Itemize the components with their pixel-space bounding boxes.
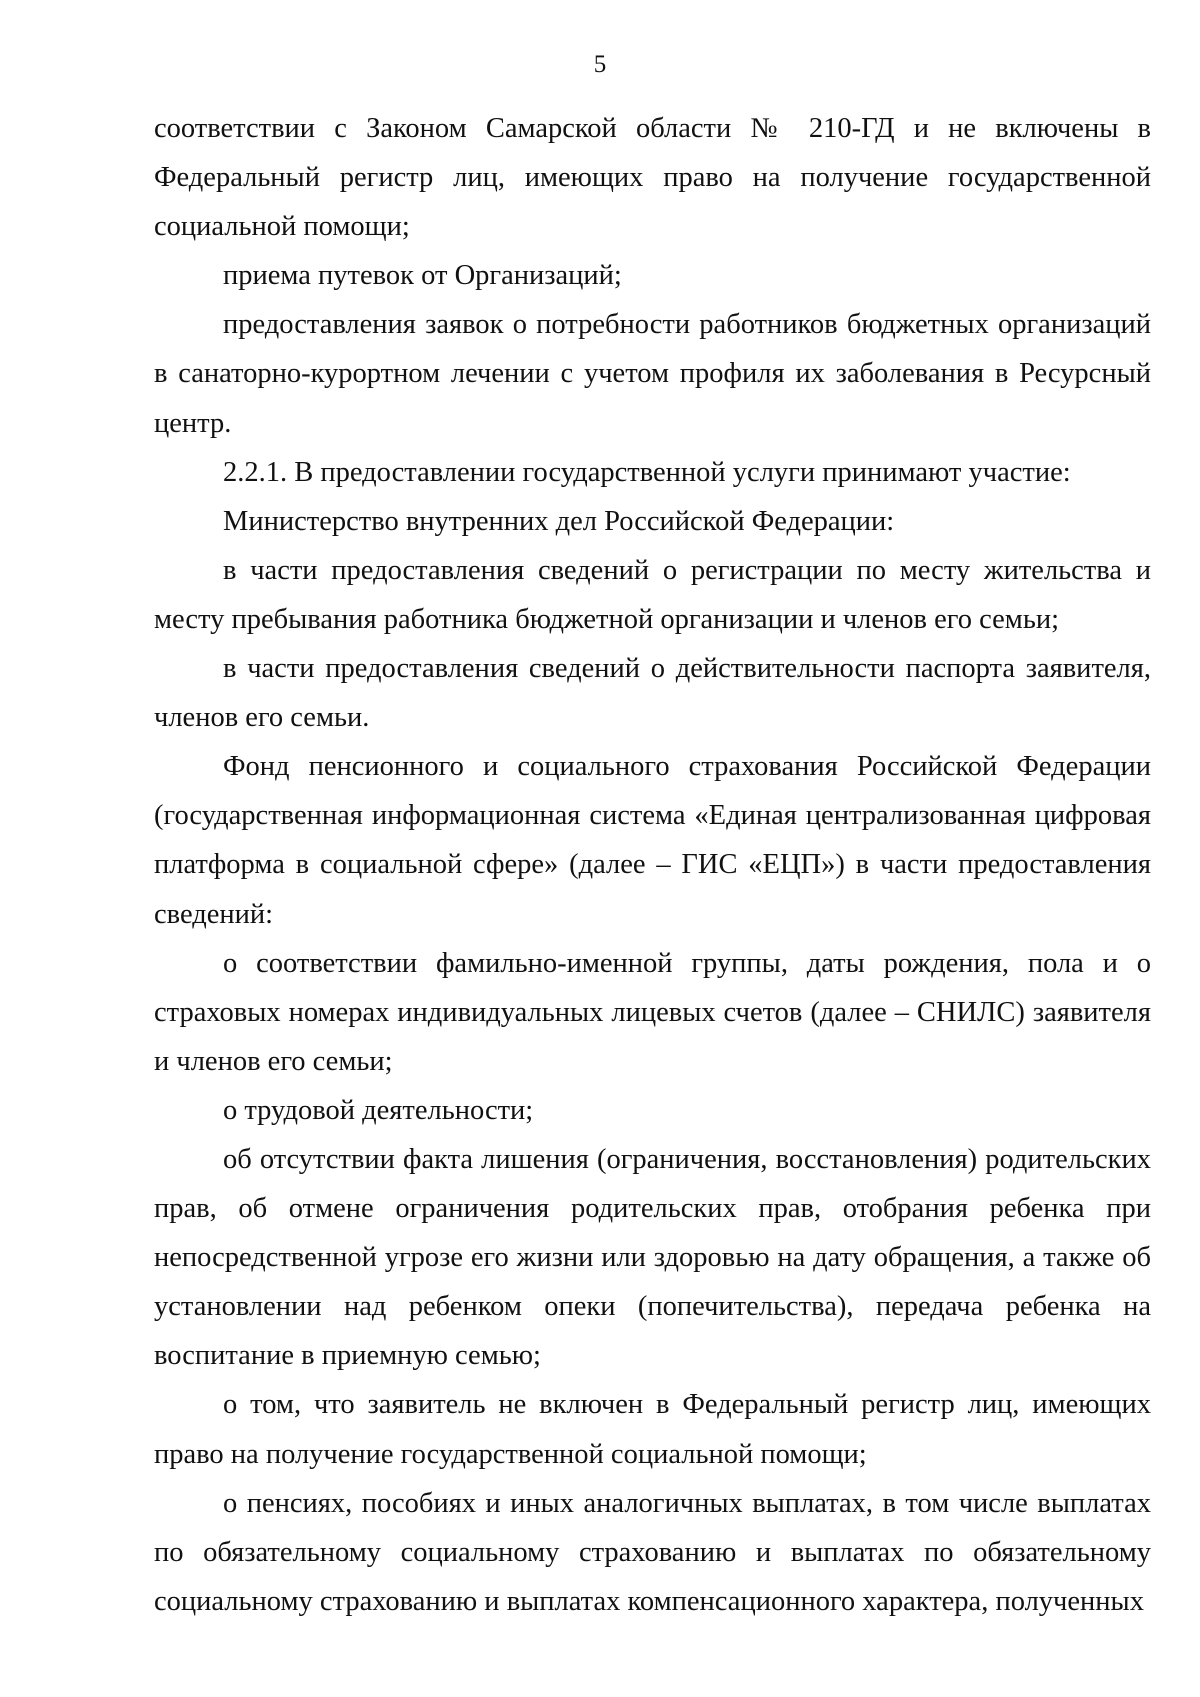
paragraph-pension-fund: Фонд пенсионного и социального страхования Российской Федерации (государственная информационная система «Единая централизованная цифровая платформа в социальной сфере» (далее – ГИС «ЕЦП») в части предоставления сведений: — [154, 751, 1151, 930]
paragraph-voucher-reception: приема путевок от Организаций; — [223, 260, 622, 292]
paragraph-parental-rights: об отсутствии факта лишения (ограничения, восстановления) родительских прав, об отмене ограничения родительских прав, отобрания ребенка при непосредственной угрозе его жизни или здоровью на дату обращения, а также об установлении над ребенком опеки (попечительства), передача ребенка на воспитание в приемную семью; — [154, 1143, 1151, 1372]
paragraph-labor-activity: о трудовой деятельности; — [223, 1094, 534, 1126]
paragraph-registration-info: в части предоставления сведений о регистрации по месту жительства и месту пребывания работника бюджетной организации и членов его семьи; — [154, 554, 1151, 635]
paragraph-demand-requests: предоставления заявок о потребности работников бюджетных организаций в санаторно-курортном лечении с учетом профиля их заболевания в Ресурсный центр. — [154, 309, 1151, 439]
paragraph-ministry-internal-affairs: Министерство внутренних дел Российской Федерации: — [223, 505, 895, 537]
paragraph-pensions-benefits: о пенсиях, пособиях и иных аналогичных выплатах, в том числе выплатах по обязательному социальному страхованию и выплатах по обязательному социальному страхованию и выплатах компенсационного характера, полученных — [154, 1487, 1151, 1617]
paragraph-passport-validity: в части предоставления сведений о действительности паспорта заявителя, членов его семьи. — [154, 653, 1151, 734]
paragraph-continuation: соответствии с Законом Самарской области № 210-ГД и не включены в Федеральный регистр лиц, имеющих право на получение государственной социальной помощи; — [154, 113, 1151, 243]
paragraph-snils-info: о соответствии фамильно-именной группы, даты рождения, пола и о страховых номерах индивидуальных лицевых счетов (далее – СНИЛС) заявителя и членов его семьи; — [154, 947, 1151, 1077]
paragraph-federal-register: о том, что заявитель не включен в Федеральный регистр лиц, имеющих право на получение государственной социальной помощи; — [154, 1389, 1151, 1470]
document-body — [154, 104, 1151, 1626]
paragraph-section-2-2-1: 2.2.1. В предоставлении государственной услуги принимают участие: — [223, 456, 1071, 488]
page-number: 5 — [593, 51, 607, 78]
